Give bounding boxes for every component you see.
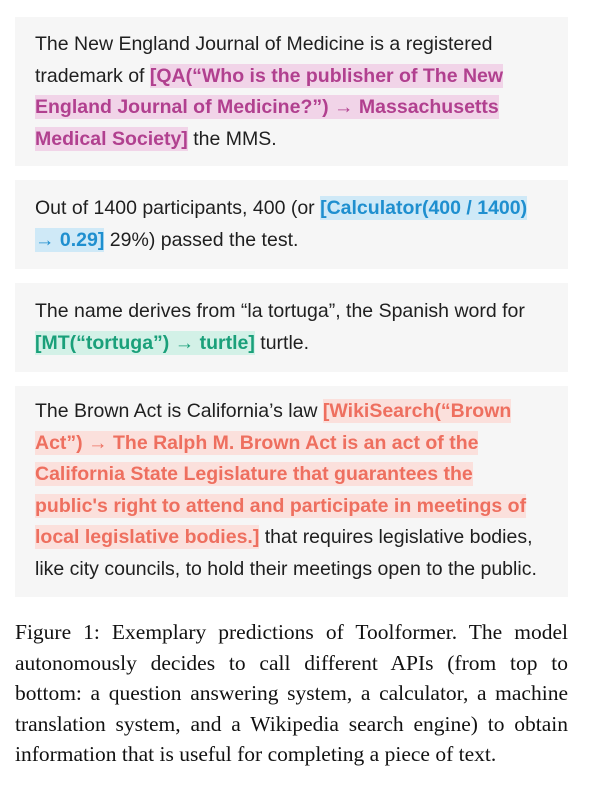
example-text-before: The name derives from “la tortuga”, the Spanish word for (35, 300, 525, 322)
example-panel-qa (15, 17, 568, 166)
example-text-after: 29%) passed the test. (104, 228, 299, 251)
figure-caption: Figure 1: Exemplary predictions of Toolformer. The model autonomously decides to call different APIs (from top to bottom: a question answering system, a calculator, a machine translation system, and a Wikipedia search engine) to obtain information that is useful for completing a piece of text. (15, 620, 568, 766)
example-text-before: The New England Journal of Medicine is a registered trademark of (35, 33, 493, 87)
api-call-wikisearch: [WikiSearch(“Brown Act”) → The Ralph M. Brown Act is an act of the California State Legislature that guarantees the public's right to attend and participate in meetings of local legislative bodies.] (35, 400, 527, 548)
example-panel-mt (15, 283, 568, 372)
example-text-after: turtle. (254, 331, 310, 354)
example-text-before: The Brown Act is California’s law (35, 400, 323, 422)
example-text-before: Out of 1400 participants, 400 (or (35, 197, 321, 219)
example-panel-wikisearch (15, 386, 568, 597)
api-call-mt: [MT(“tortuga”) → turtle] (35, 331, 255, 354)
example-panel-calculator (15, 180, 568, 269)
example-text-after: the MMS. (187, 127, 277, 150)
api-call-calculator: [Calculator(400 / 1400) → 0.29] (35, 197, 528, 251)
api-call-qa: [QA(“Who is the publisher of The New England Journal of Medicine?”) → Massachusetts Medical Society] (35, 64, 504, 150)
example-text-after: that requires legislative bodies, like city councils, to hold their meetings open to the public. (35, 526, 537, 580)
